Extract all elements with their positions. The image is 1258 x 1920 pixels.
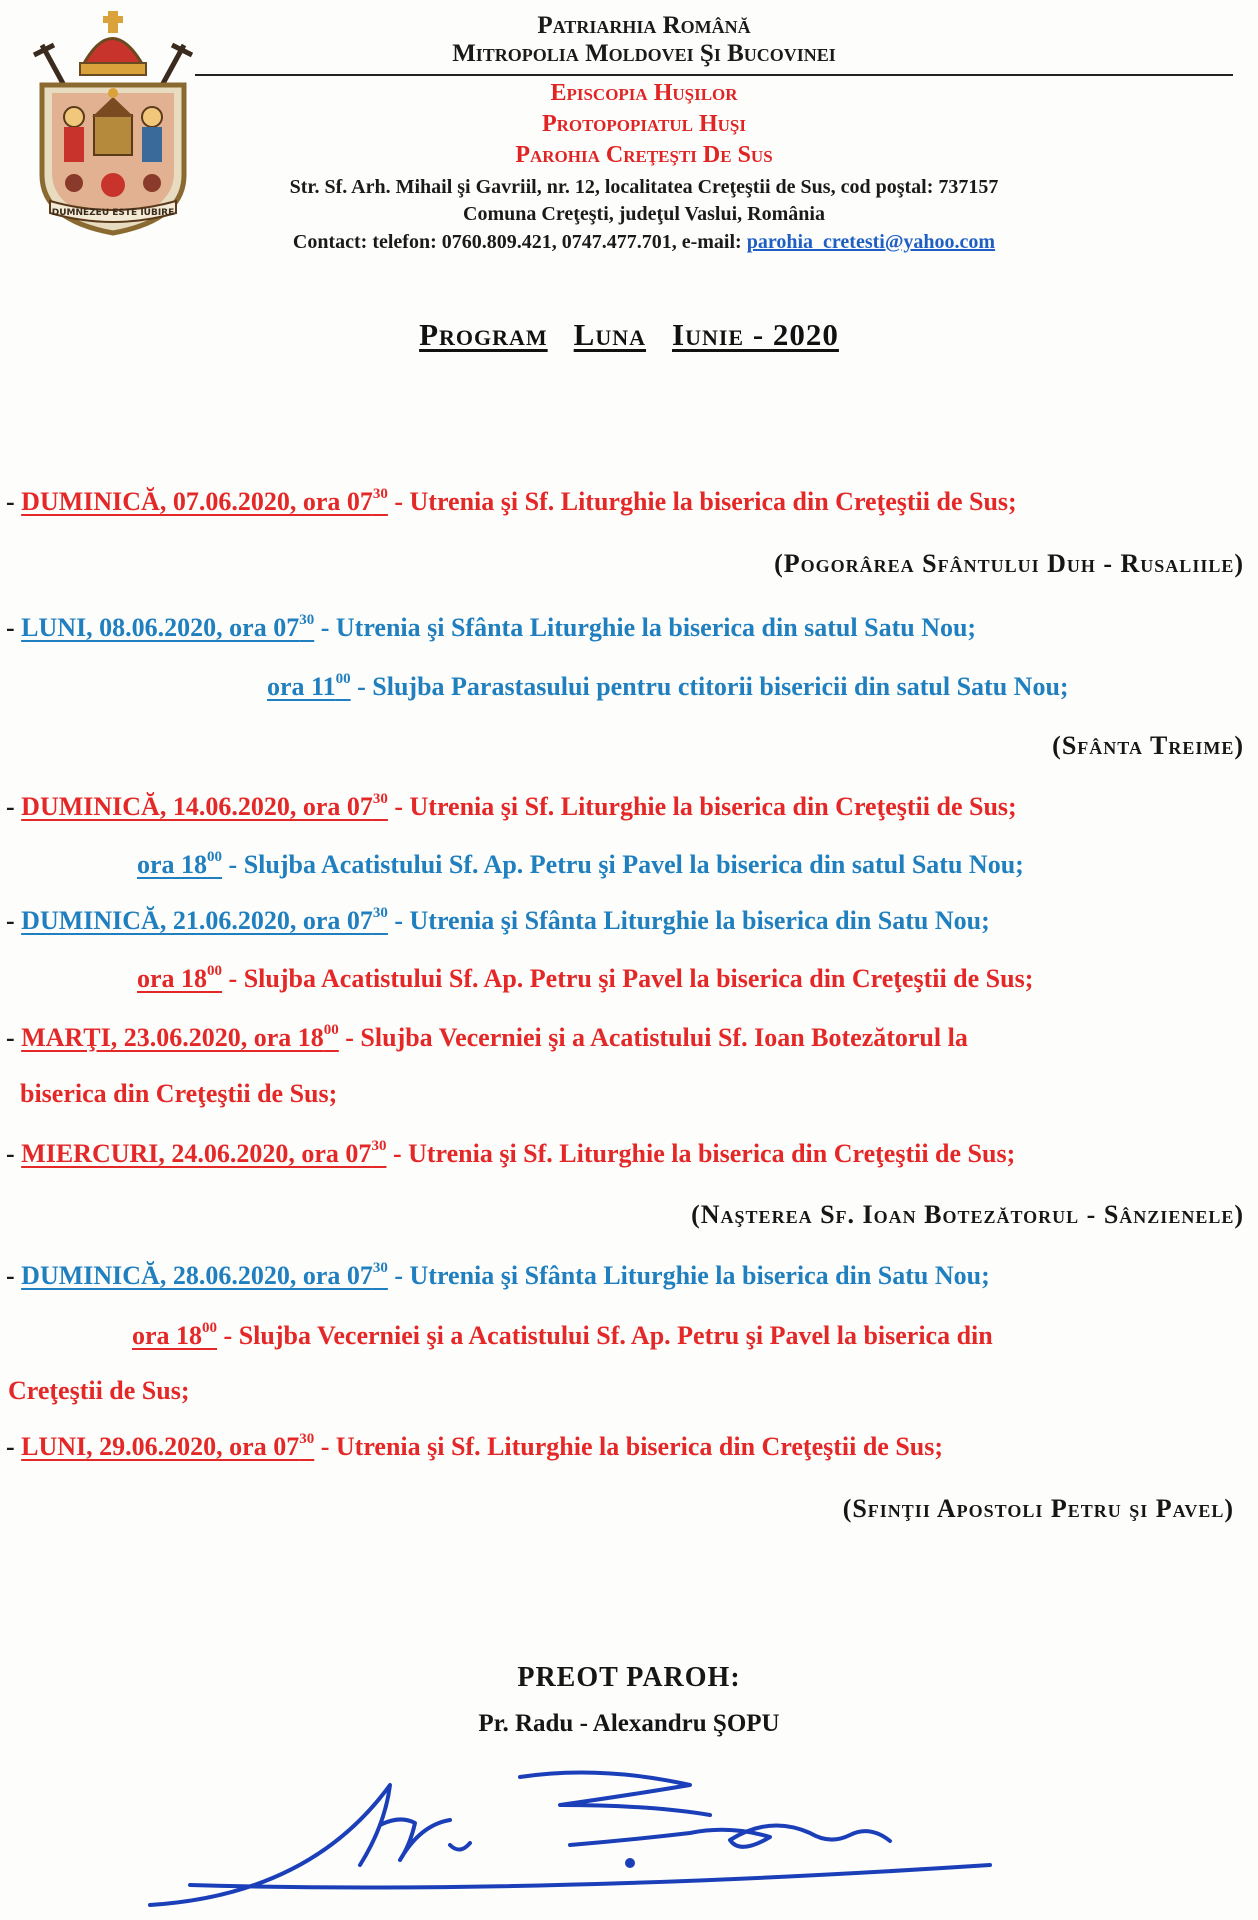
metropolis-heading: Mitropolia Moldovei Şi Bucovinei — [452, 40, 836, 67]
address-line-1: Str. Sf. Arh. Mihail şi Gavriil, nr. 12, localitatea Creţeştii de Sus, cod poştal: 737157 — [289, 176, 999, 198]
patriarchy-heading: Patriarhia Română — [537, 12, 751, 39]
diocese-crest-icon — [22, 5, 204, 237]
feast-treime: (Sfânta Treime) — [1052, 731, 1244, 760]
crest-motto: DUMNEZEU ESTE IUBIRE — [51, 208, 175, 218]
schedule-row-5: - DUMINICĂ, 14.06.2020, ora $07^{30}$ - Utrenia şi Sf. Liturghie la biserica din Creţeştii de Sus; — [6, 791, 1017, 821]
priest-name: Pr. Radu - Alexandru ŞOPU — [478, 1710, 780, 1737]
contact-line — [204, 231, 1084, 254]
schedule-row-6: ora $18^{00}$ - Slujba Acatistului Sf. Ap. Petru şi Pavel la biserica din satul Satu Nou; — [137, 849, 1024, 879]
schedule-row-9: - MARŢI, 23.06.2020, ora $18^{00}$ - Slujba Vecerniei şi a Acatistului Sf. Ioan Botezătorul la — [6, 1022, 968, 1052]
schedule-row-13-continued: Creţeştii de Sus; — [8, 1376, 190, 1405]
title-word-month: Iunie - 2020 — [672, 317, 839, 352]
title-word-luna: Luna — [573, 317, 647, 352]
schedule-row-2: - LUNI, 08.06.2020, ora $07^{30}$ - Utrenia şi Sfânta Liturghie la biserica din satul Satu Nou; — [6, 612, 977, 642]
schedule-row-0: - DUMINICĂ, 07.06.2020, ora $07^{30}$ - Utrenia şi Sf. Liturghie la biserica din Creţeştii de Sus; — [6, 486, 1017, 516]
signature-icon — [130, 1745, 1030, 1920]
schedule-row-13: ora $18^{00}$ - Slujba Vecerniei şi a Acatistului Sf. Ap. Petru şi Pavel la biserica din — [132, 1320, 993, 1350]
email-link[interactable]: parohia_cretesti@yahoo.com — [746, 231, 996, 253]
schedule-row-10: - MIERCURI, 24.06.2020, ora $07^{30}$ - Utrenia şi Sf. Liturghie la biserica din Creţeştii de Sus; — [6, 1138, 1016, 1168]
deanery-heading: Protopopiatul Huşi — [541, 111, 746, 137]
feast-rusalii: (Pogorârea Sfântului Duh - Rusaliile) — [774, 549, 1244, 578]
priest-role: PREOT PAROH: — [517, 1662, 741, 1693]
schedule-row-3: ora $11^{00}$ - Slujba Parastasului pentru ctitorii bisericii din satul Satu Nou; — [267, 671, 1069, 701]
feast-petru-pavel: (Sfinţii Apostoli Petru şi Pavel) — [842, 1494, 1234, 1523]
feast-sanzienele: (Naşterea Sf. Ioan Botezătorul - Sânzienele) — [691, 1200, 1244, 1229]
page-title — [0, 317, 1258, 353]
schedule-row-12: - DUMINICĂ, 28.06.2020, ora $07^{30}$ - Utrenia şi Sfânta Liturghie la biserica din Satu Nou; — [6, 1260, 990, 1290]
parish-heading: Parohia Creţeşti De Sus — [515, 142, 773, 168]
header-rule — [195, 74, 1233, 76]
schedule-row-14: - LUNI, 29.06.2020, ora $07^{30}$ - Utrenia şi Sf. Liturghie la biserica din Creţeştii de Sus; — [6, 1431, 944, 1461]
schedule-row-9-continued: biserica din Creţeştii de Sus; — [20, 1079, 338, 1108]
diocese-heading: Episcopia Huşilor — [550, 80, 738, 106]
schedule-row-7: - DUMINICĂ, 21.06.2020, ora $07^{30}$ - Utrenia şi Sfânta Liturghie la biserica din Satu Nou; — [6, 905, 990, 935]
contact-prefix: Contact: telefon: 0760.809.421, 0747.477.701, e-mail: — [292, 231, 747, 253]
title-word-program: Program — [419, 317, 548, 352]
schedule-row-8: ora $18^{00}$ - Slujba Acatistului Sf. Ap. Petru şi Pavel la biserica din Creţeştii de Sus; — [137, 963, 1034, 993]
address-line-2: Comuna Creţeşti, judeţul Vaslui, România — [463, 203, 825, 225]
